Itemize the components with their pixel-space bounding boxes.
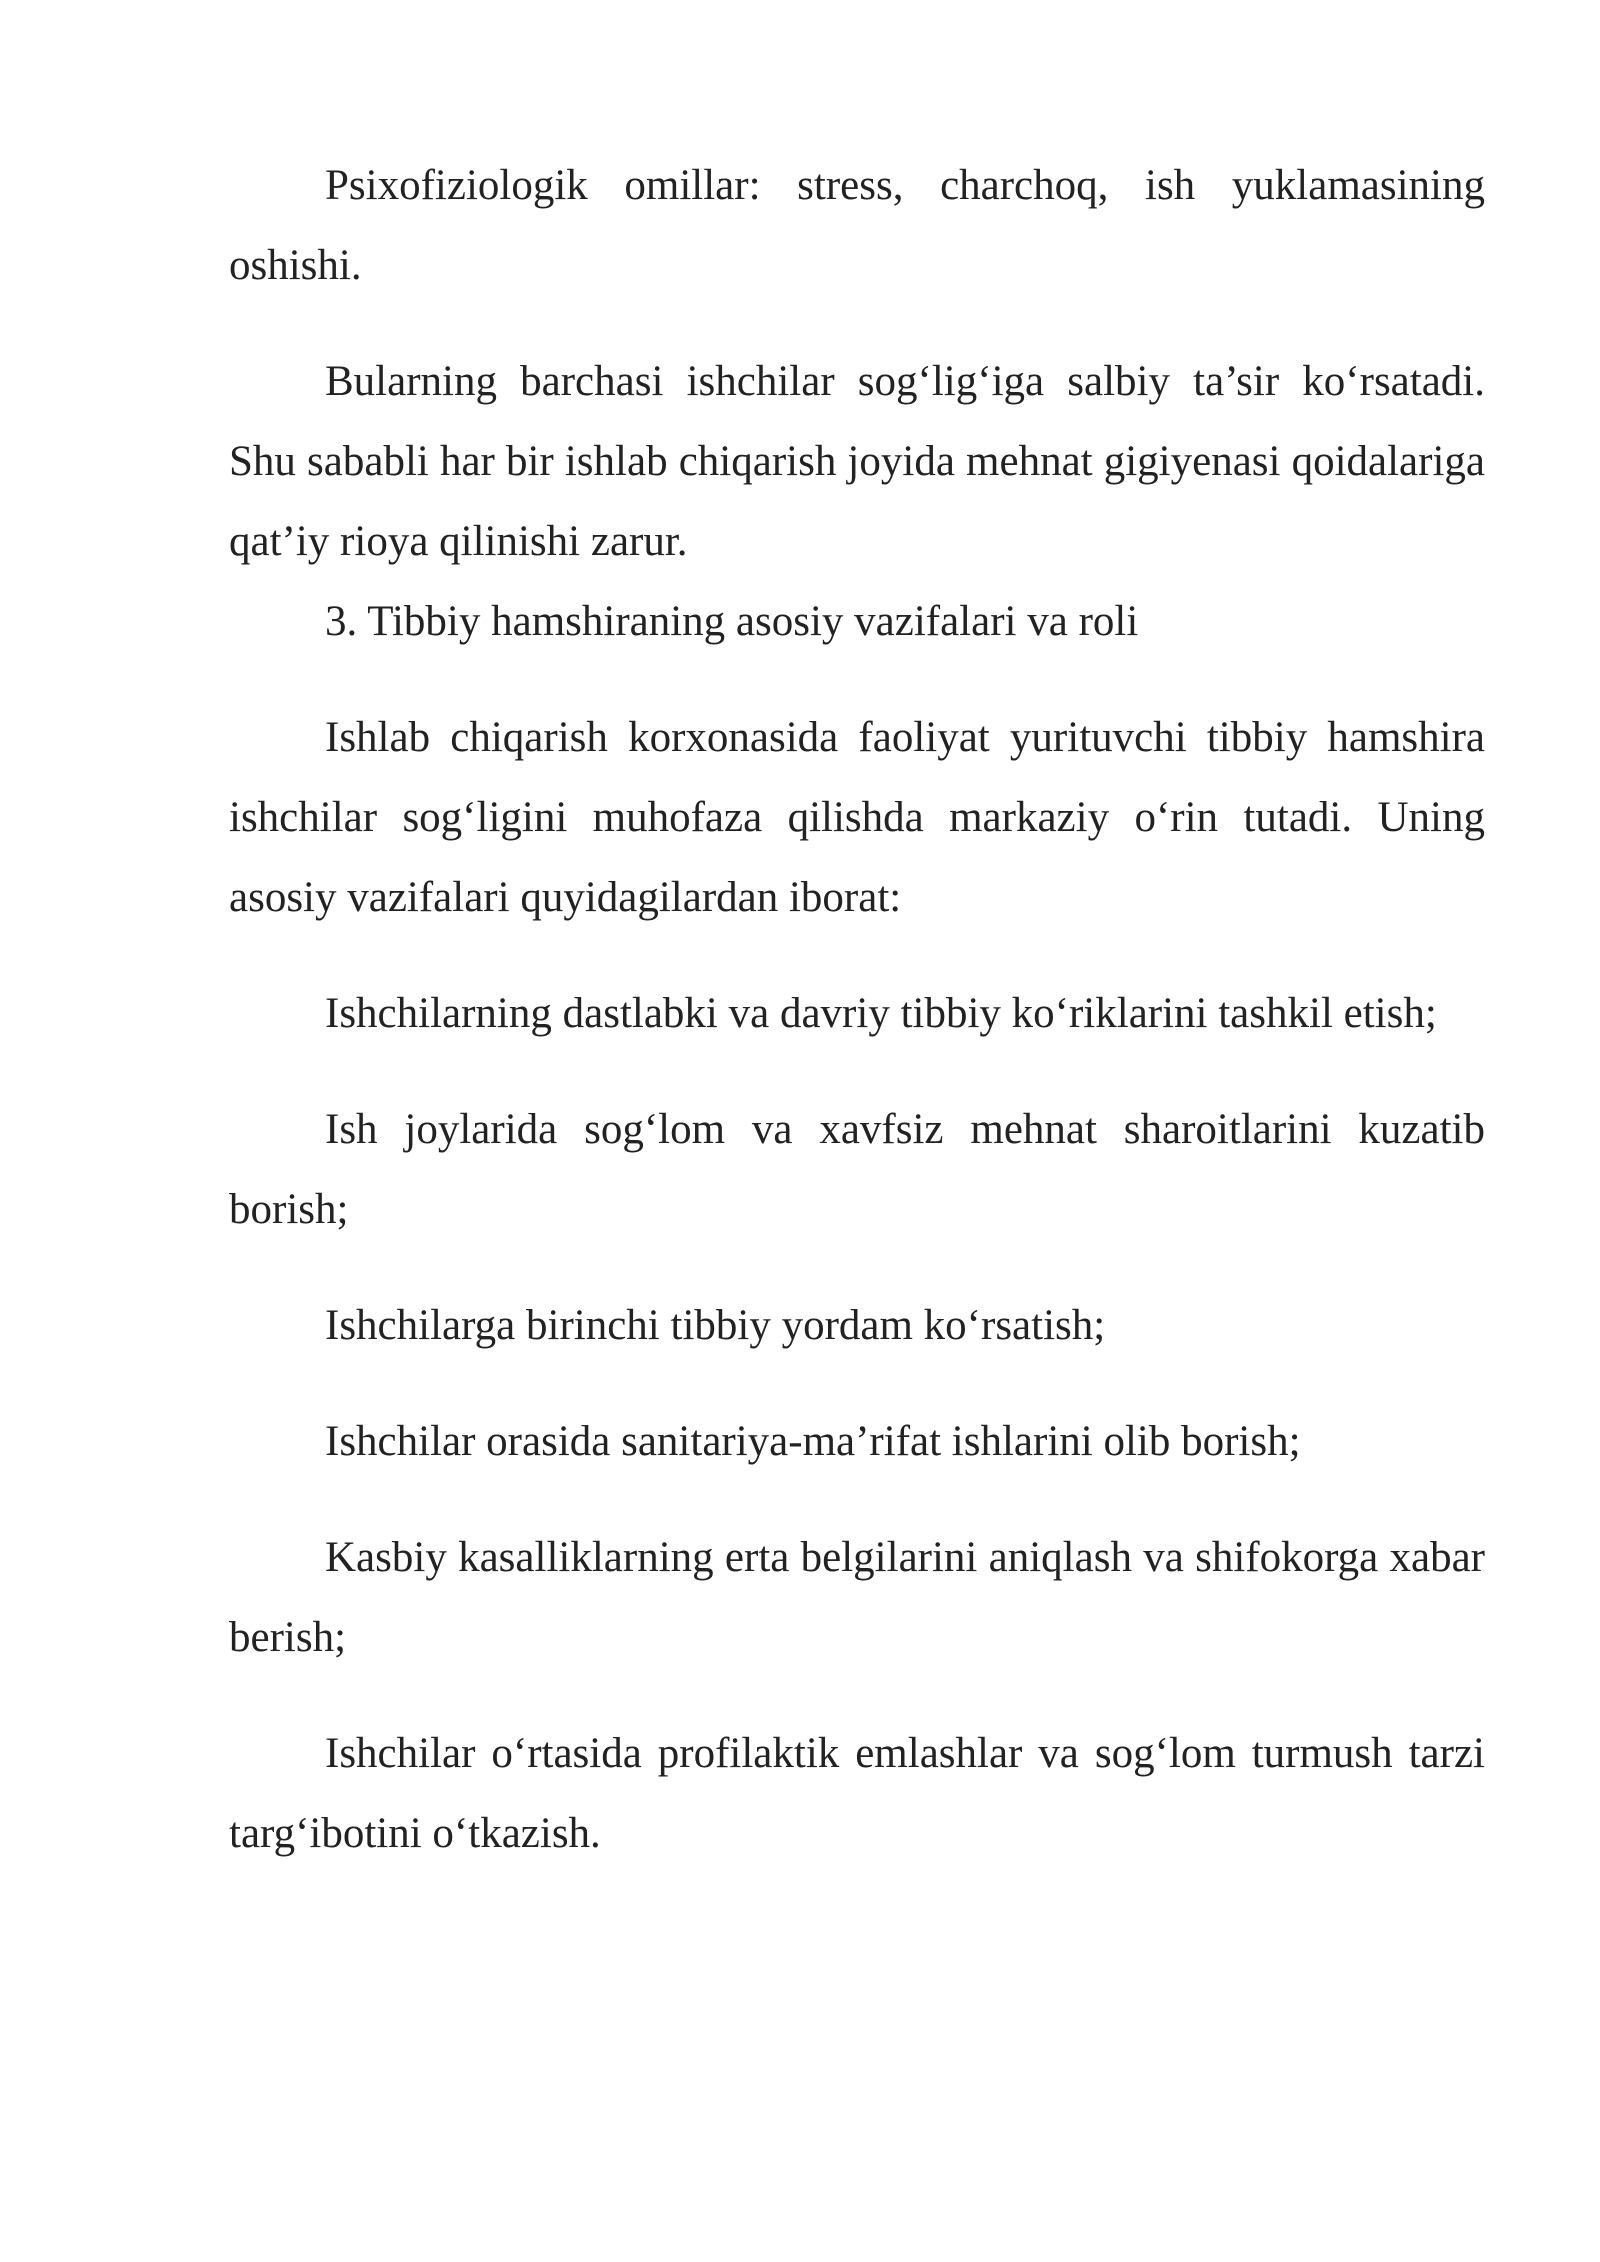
duty-item: Kasbiy kasalliklarning erta belgilarini aniqlash va shifokorga xabar berish; — [229, 1534, 1485, 1661]
duty-item: Ishchilar orasida sanitariya-ma’rifat ishlarini olib borish; — [325, 1418, 1301, 1465]
duty-item: Ishchilar o‘rtasida profilaktik emlashlar va sog‘lom turmush tarzi targ‘ibotini o‘tkazish. — [229, 1730, 1485, 1857]
paragraph-intro: Ishlab chiqarish korxonasida faoliyat yurituvchi tibbiy hamshira ishchilar sog‘ligini muhofaza qilishda markaziy o‘rin tutadi. Uning asosiy vazifalari quyidagilardan iborat: — [229, 714, 1485, 921]
paragraph-psychophysiological-factors: Psixofiziologik omillar: stress, charchoq, ish yuklamasining oshishi. — [229, 162, 1485, 289]
duty-item: Ish joylarida sog‘lom va xavfsiz mehnat sharoitlarini kuzatib borish; — [229, 1106, 1485, 1233]
paragraph-hygiene-conclusion: Bularning barchasi ishchilar sog‘lig‘iga salbiy ta’sir ko‘rsatadi. Shu sababli har bir ishlab chiqarish joyida mehnat gigiyenasi qoidalariga qat’iy rioya qilinishi zarur. — [229, 358, 1485, 565]
section-heading: 3. Tibbiy hamshiraning asosiy vazifalari va roli — [325, 598, 1139, 645]
duty-item: Ishchilarning dastlabki va davriy tibbiy ko‘riklarini tashkil etish; — [325, 990, 1437, 1037]
duty-item: Ishchilarga birinchi tibbiy yordam ko‘rsatish; — [325, 1302, 1106, 1349]
page-body — [229, 146, 1485, 1874]
